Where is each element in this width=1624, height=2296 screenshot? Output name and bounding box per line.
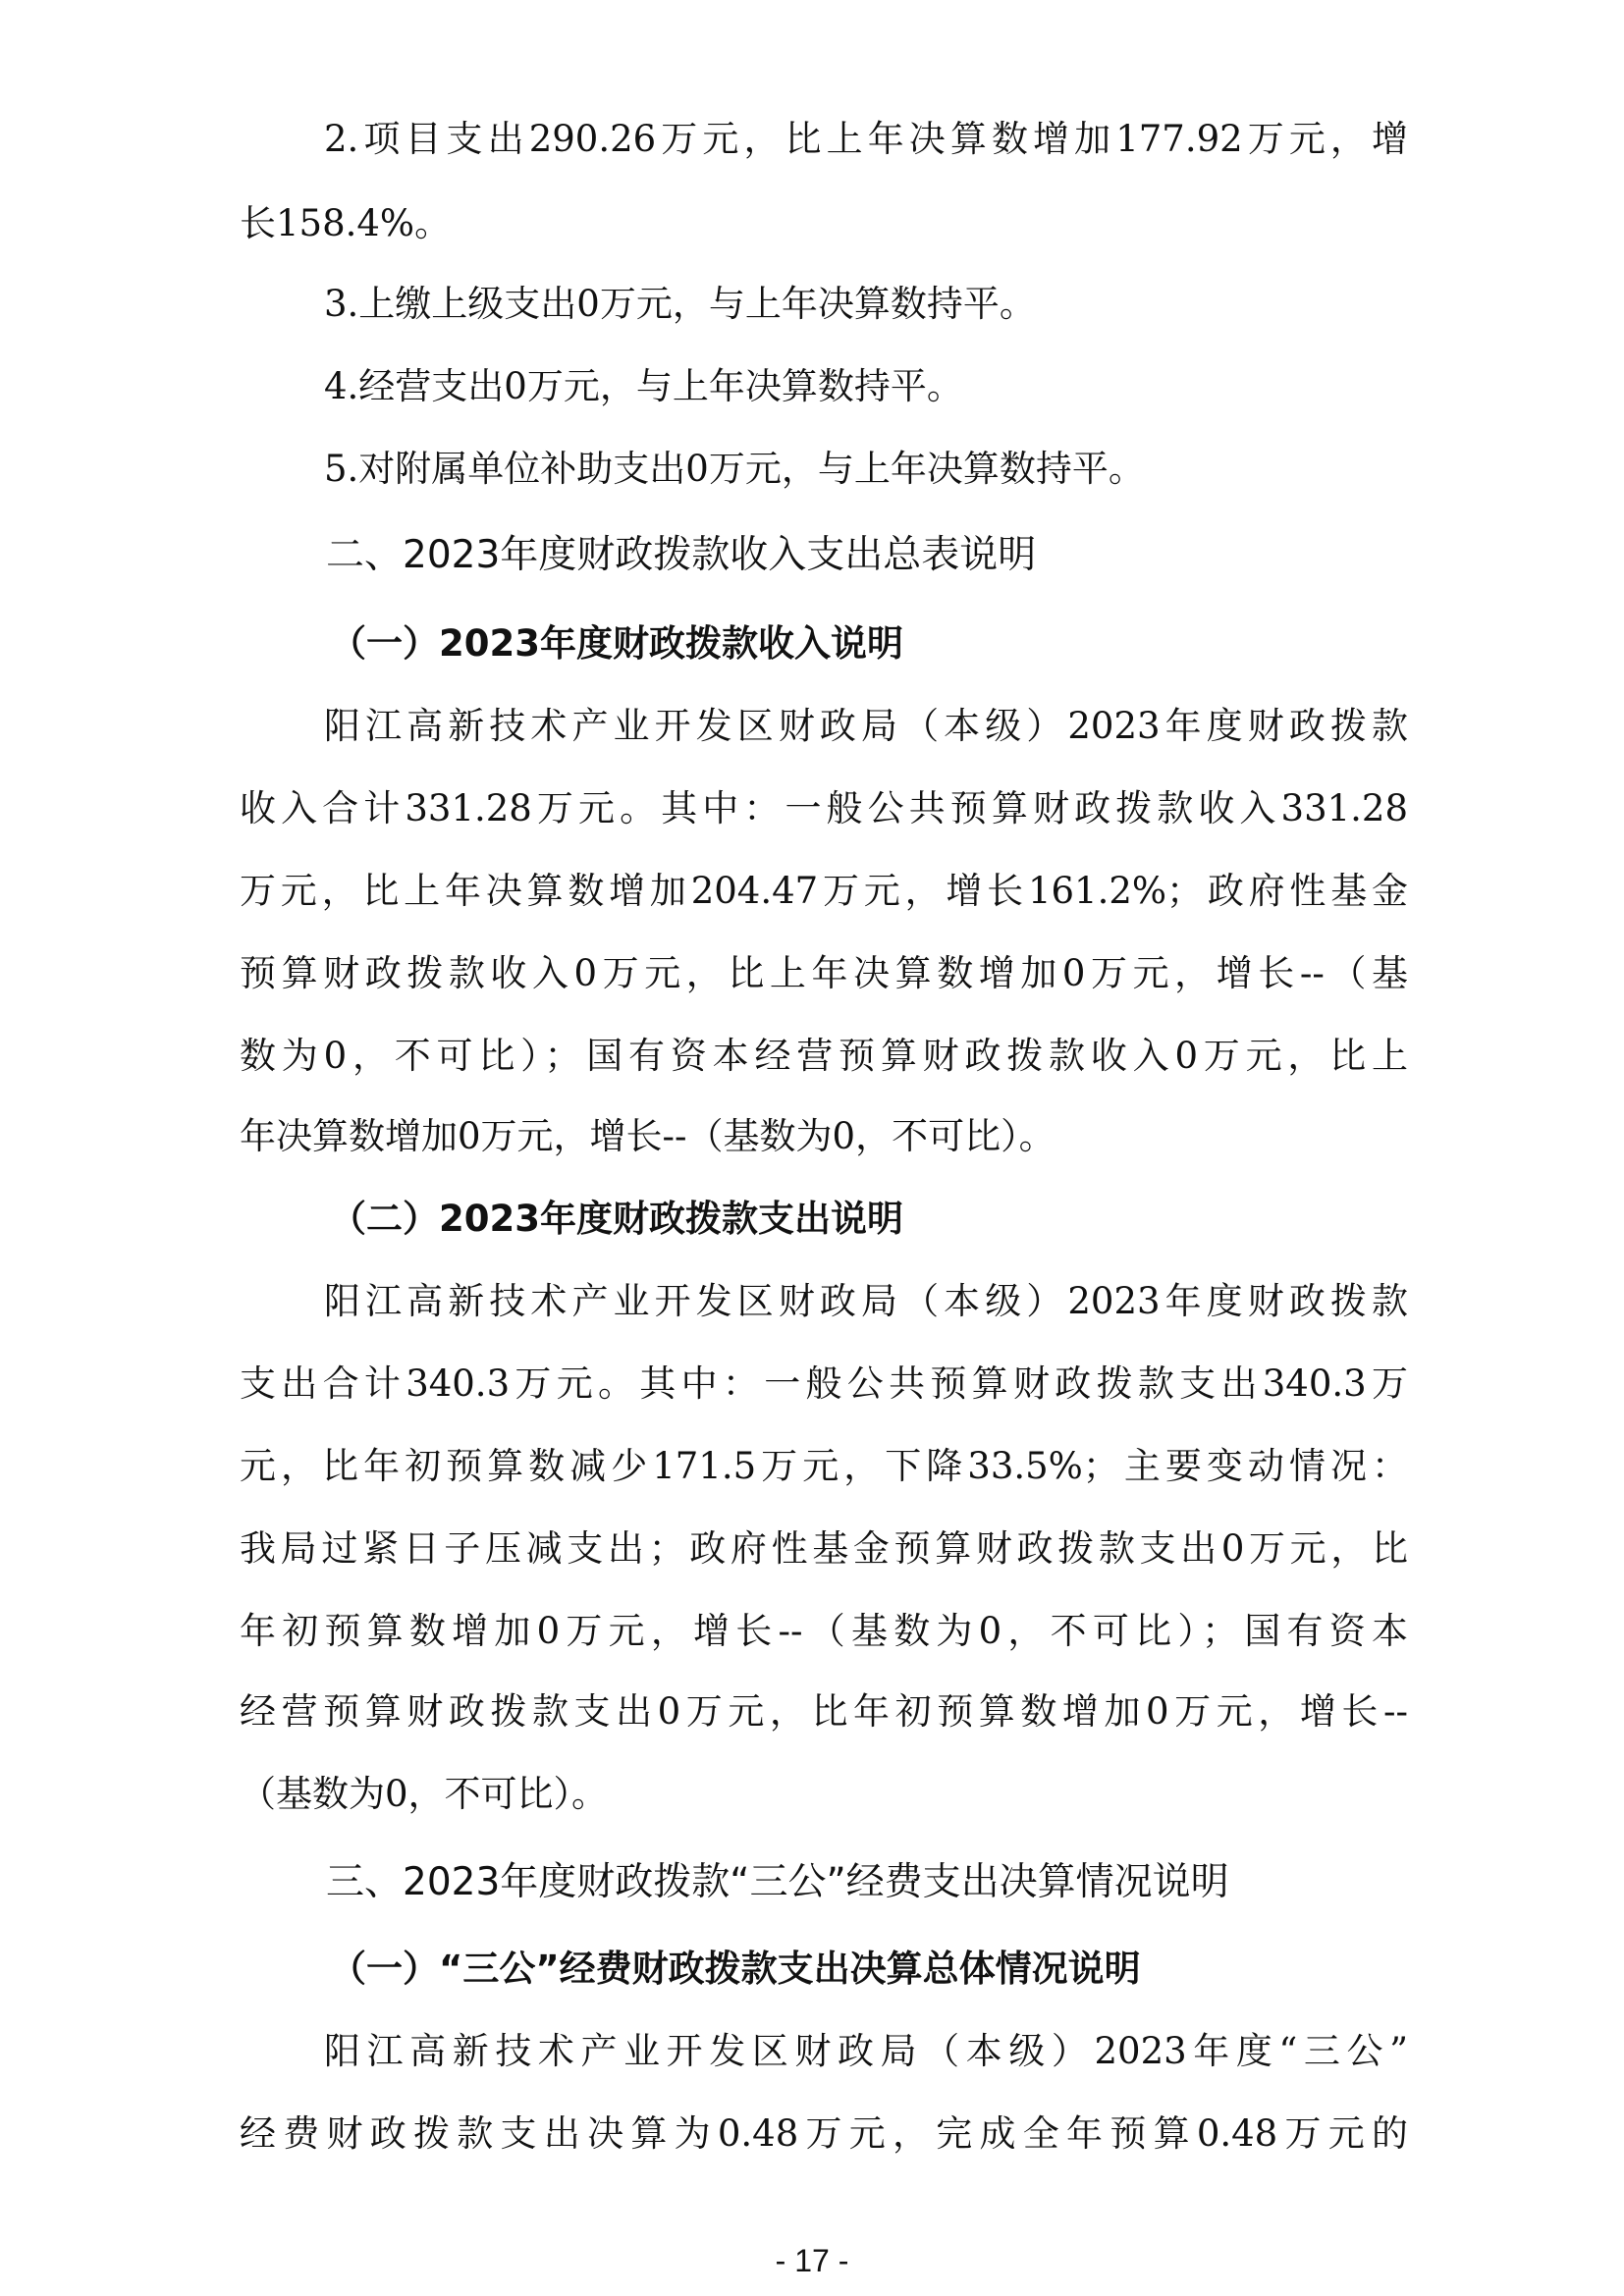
page-number: - 17 -	[775, 2243, 849, 2278]
paragraph-line: 3.上缴上级支出0万元，与上年决算数持平。	[324, 283, 1036, 325]
paragraph-line: 数为0，不可比）；国有资本经营预算财政拨款收入0万元，比上	[240, 1035, 1408, 1077]
subsection-heading: （二）2023年度财政拨款支出说明	[330, 1198, 903, 1240]
paragraph-line: 长158.4%。	[240, 202, 452, 244]
paragraph-line: 年决算数增加0万元，增长--（基数为0，不可比）。	[240, 1115, 1056, 1157]
paragraph-line: 预算财政拨款收入0万元，比上年决算数增加0万元，增长--（基	[240, 952, 1408, 994]
paragraph-line: 万元，比上年决算数增加204.47万元，增长161.2%；政府性基金	[240, 870, 1408, 912]
paragraph-line: 阳江高新技术产业开发区财政局（本级）2023年度财政拨款	[324, 705, 1408, 747]
paragraph-line: 经营预算财政拨款支出0万元，比年初预算数增加0万元，增长--	[240, 1690, 1408, 1733]
paragraph-line: （基数为0，不可比）。	[240, 1773, 609, 1815]
paragraph-line: 2.项目支出290.26万元，比上年决算数增加177.92万元，增	[324, 118, 1408, 160]
paragraph-line: 支出合计340.3万元。其中：一般公共预算财政拨款支出340.3万	[240, 1362, 1408, 1405]
paragraph-line: 年初预算数增加0万元，增长--（基数为0，不可比）；国有资本	[240, 1610, 1408, 1652]
paragraph-line: 经费财政拨款支出决算为0.48万元，完成全年预算0.48万元的	[240, 2112, 1408, 2155]
section-heading: 二、2023年度财政拨款收入支出总表说明	[326, 533, 1037, 577]
paragraph-line: 收入合计331.28万元。其中：一般公共预算财政拨款收入331.28	[240, 787, 1408, 829]
paragraph-line: 5.对附属单位补助支出0万元，与上年决算数持平。	[324, 448, 1145, 490]
subsection-heading: （一）“三公”经费财政拨款支出决算总体情况说明	[330, 1948, 1141, 1990]
paragraph-line: 阳江高新技术产业开发区财政局（本级）2023年度财政拨款	[324, 1280, 1408, 1322]
paragraph-line: 我局过紧日子压减支出；政府性基金预算财政拨款支出0万元，比	[240, 1527, 1408, 1570]
section-heading: 三、2023年度财政拨款“三公”经费支出决算情况说明	[326, 1860, 1229, 1904]
paragraph-line: 4.经营支出0万元，与上年决算数持平。	[324, 365, 963, 407]
paragraph-line: 阳江高新技术产业开发区财政局（本级）2023年度“三公”	[324, 2030, 1408, 2072]
paragraph-line: 元，比年初预算数减少171.5万元，下降33.5%；主要变动情况：	[240, 1445, 1408, 1487]
subsection-heading: （一）2023年度财政拨款收入说明	[330, 622, 903, 665]
